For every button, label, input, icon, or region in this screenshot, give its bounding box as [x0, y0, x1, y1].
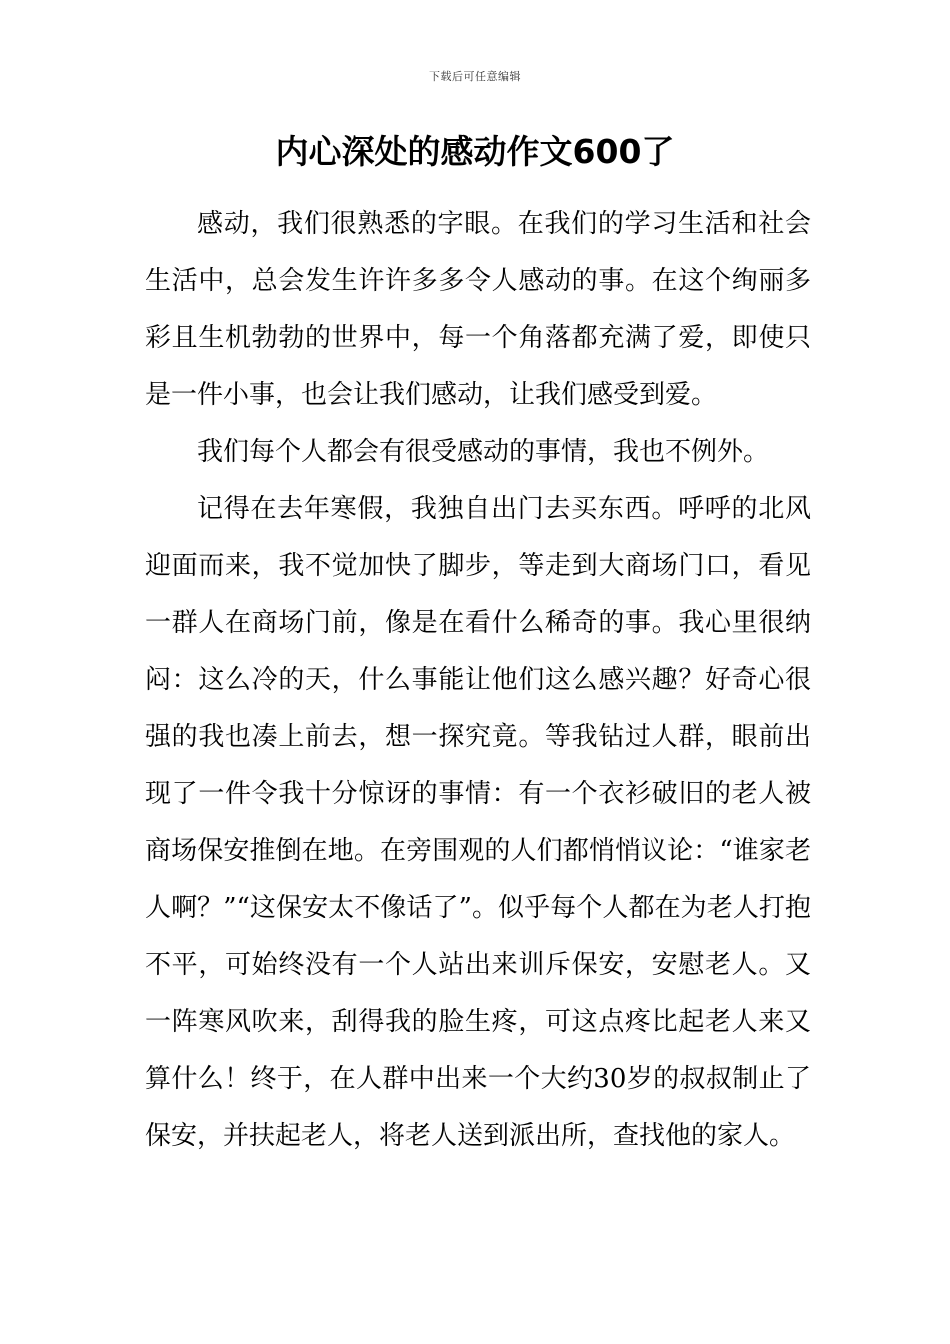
paragraph-1: 感动，我们很熟悉的字眼。在我们的学习生活和社会生活中，总会发生许许多多令人感动的事。在这个绚丽多彩且生机勃勃的世界中，每一个角落都充满了爱，即使只是一件小事，也会让我们感动，让我们感受到爱。 — [145, 209, 811, 410]
paragraph-2: 我们每个人都会有很受感动的事情，我也不例外。 — [197, 437, 770, 467]
paragraph-3: 记得在去年寒假，我独自出门去买东西。呼呼的北风迎面而来，我不觉加快了脚步，等走到大商场门口，看见一群人在商场门前，像是在看什么稀奇的事。我心里很纳闷：这么冷的天，什么事能让他们这么感兴趣？好奇心很强的我也凑上前去，想一探究竟。等我钻过人群，眼前出现了一件令我十分惊讶的事情：有一个衣衫破旧的老人被商场保安推倒在地。在旁围观的人们都悄悄议论：“谁家老人啊？”“这保安太不像话了”。似乎每个人都在为老人打抱不平，可始终没有一个人站出来训斥保安，安慰老人。又一阵寒风吹来，刮得我的脸生疼，可这点疼比起老人来又算什么！终于，在人群中出来一个大约30岁的叔叔制止了保安，并扶起老人，将老人送到派出所，查找他的家人。 — [145, 494, 811, 1151]
header-note: 下载后可任意编辑 — [429, 70, 521, 83]
document-body — [145, 196, 811, 1165]
page-title: 内心深处的感动作文600了 — [275, 132, 675, 171]
